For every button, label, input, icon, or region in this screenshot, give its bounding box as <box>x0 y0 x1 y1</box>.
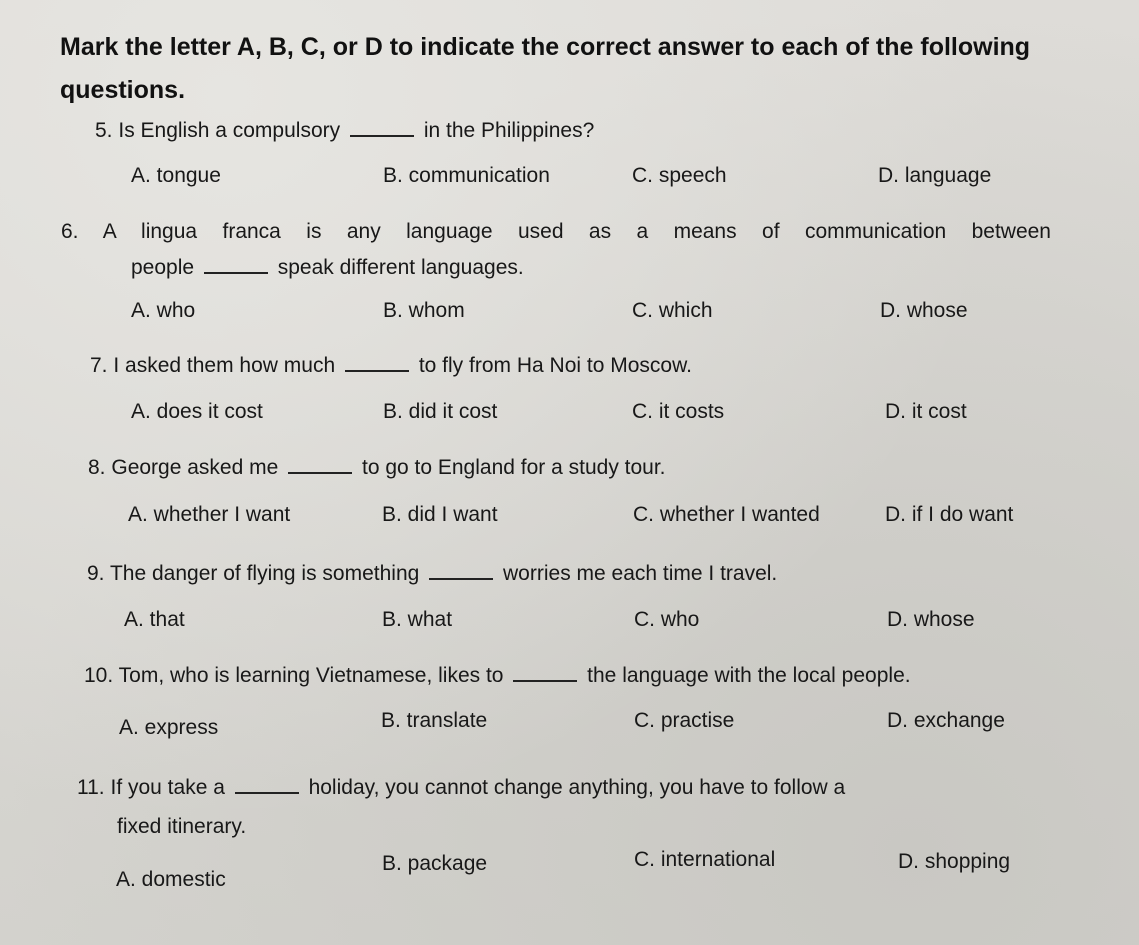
option-d: D. it cost <box>885 400 967 423</box>
question-text-before: people <box>131 256 195 279</box>
option-c: C. which <box>632 299 713 322</box>
option-c: C. it costs <box>632 400 725 423</box>
question-9 <box>87 560 777 588</box>
question-text-before: I asked them how much <box>113 354 336 377</box>
question-text-after: in the Philippines? <box>423 119 595 142</box>
question-text-after: to go to England for a study tour. <box>361 456 666 479</box>
question-8 <box>88 454 666 482</box>
question-text-after: holiday, you cannot change anything, you have to follow a <box>308 776 846 799</box>
option-d: D. exchange <box>887 709 1005 732</box>
question-number: 10. <box>84 664 114 687</box>
option-d: D. language <box>878 164 992 187</box>
option-a: A. express <box>119 716 219 739</box>
option-a: A. tongue <box>131 164 221 187</box>
question-text-after: speak different languages. <box>277 256 524 279</box>
question-11-line-1 <box>77 774 845 802</box>
question-5 <box>95 117 594 145</box>
question-10 <box>84 662 911 690</box>
option-a: A. who <box>131 299 196 322</box>
option-d: D. shopping <box>898 850 1011 873</box>
answer-blank <box>345 352 409 372</box>
option-a: A. domestic <box>116 868 226 891</box>
option-b: B. did I want <box>382 503 498 526</box>
answer-blank <box>204 254 268 274</box>
question-number: 7. <box>90 354 108 377</box>
question-text-before: Is English a compulsory <box>118 119 341 142</box>
question-number: 6. <box>61 220 79 243</box>
option-c: C. international <box>634 848 776 871</box>
option-b: B. what <box>382 608 453 631</box>
option-d: D. if I do want <box>885 503 1014 526</box>
question-7 <box>90 352 692 380</box>
answer-blank <box>235 774 299 794</box>
question-text-before: If you take a <box>110 776 225 799</box>
question-text-line-1: A lingua franca is any language used as a means of communication between <box>102 220 1051 243</box>
option-b: B. whom <box>383 299 465 322</box>
question-text-after: the language with the local people. <box>587 664 911 687</box>
option-a: A. that <box>124 608 185 631</box>
question-6-line-2 <box>131 254 524 282</box>
option-c: C. practise <box>634 709 735 732</box>
instruction-text: Mark the letter A, B, C, or D to indicate the correct answer to each of the following questions. <box>60 33 1031 104</box>
answer-blank <box>513 662 577 682</box>
option-d: D. whose <box>887 608 975 631</box>
option-b: B. translate <box>381 709 488 732</box>
question-number: 8. <box>88 456 106 479</box>
question-text-before: Tom, who is learning Vietnamese, likes to <box>118 664 504 687</box>
question-text-before: The danger of flying is something <box>109 562 420 585</box>
option-b: B. communication <box>383 164 550 187</box>
option-a: A. does it cost <box>131 400 263 423</box>
option-a: A. whether I want <box>128 503 291 526</box>
question-number: 5. <box>95 119 113 142</box>
answer-blank <box>429 560 493 580</box>
question-number: 9. <box>87 562 105 585</box>
question-6-line-1 <box>61 218 1051 246</box>
answer-blank <box>350 117 414 137</box>
question-11-line-2: fixed itinerary. <box>117 815 247 838</box>
question-text-before: George asked me <box>111 456 279 479</box>
question-text-after: to fly from Ha Noi to Moscow. <box>418 354 692 377</box>
option-c: C. speech <box>632 164 727 187</box>
question-number: 11. <box>77 776 105 799</box>
option-d: D. whose <box>880 299 968 322</box>
answer-blank <box>288 454 352 474</box>
option-c: C. who <box>634 608 700 631</box>
question-text-after: worries me each time I travel. <box>503 562 778 585</box>
option-b: B. package <box>382 852 488 875</box>
option-b: B. did it cost <box>383 400 498 423</box>
option-c: C. whether I wanted <box>633 503 820 526</box>
